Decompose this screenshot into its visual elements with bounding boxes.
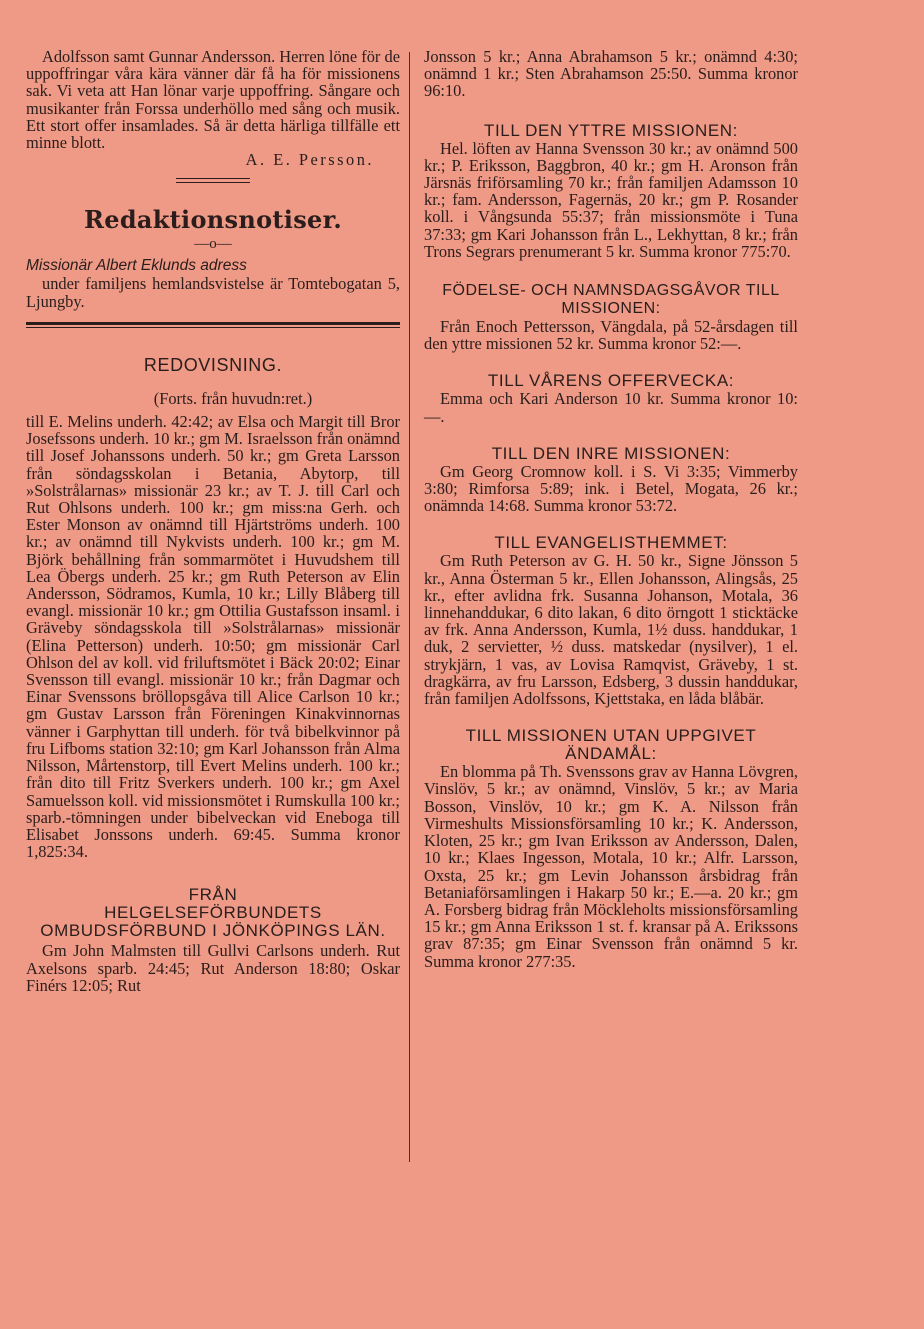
- report-title: REDOVISNING.: [143, 354, 283, 375]
- inre-text: Gm Georg Cromnow koll. i S. Vi 3:35; Vimmerby 3:80; Rimforsa 5:89; ink. i Betel, Mogata, 26 kr.; onämnda 14:68. Summa kronor 53:72.: [424, 461, 798, 516]
- varens-text: Emma och Kari Anderson 10 kr. Summa kronor 10:—.: [424, 389, 798, 426]
- cont-text: Jonsson 5 kr.; Anna Abrahamson 5 kr.; onämnd 4:30; onämnd 1 kr.; Sten Abrahamson 25:50. Summa kronor 96:10.: [424, 47, 798, 101]
- notice-heading: Missionär Albert Eklunds adress: [26, 257, 247, 275]
- yttre-heading: TILL DEN YTTRE MISSIONEN:: [484, 120, 738, 140]
- notice-text: under familjens hemlandsvistelse är Tomtebogatan 5, Ljungby.: [26, 274, 400, 311]
- fodelse-text: Från Enoch Pettersson, Vängdala, på 52-årsdagen till den yttre missionen 52 kr. Summa kronor 52:—.: [424, 317, 798, 354]
- left-column: [26, 48, 400, 994]
- report-subtitle: (Forts. från huvudn:ret.): [153, 388, 313, 408]
- right-column: [424, 48, 798, 970]
- signature: A. E. Persson.: [245, 150, 374, 170]
- inre-heading: TILL DEN INRE MISSIONEN:: [491, 443, 731, 463]
- utan-heading: TILL MISSIONEN UTAN UPPGIVET ÄNDAMÅL:: [465, 726, 757, 764]
- report-text: till E. Melins underh. 42:42; av Elsa och Margit till Bror Josefssons underh. 10 kr.; gm M. Israelsson från onämnd till Josef Johanssons underh. 50 kr.; gm Greta Larsson från söndagsskolan i Betania, Abytorp, till »Solstrålarnas» missionär 23 kr.; av T. J. till Carl och Rut Ohlsons underh. 100 kr.; gm miss:na Gerh. och Ester Monson av onämnd till Hjärtströms underh. 100 kr.; av onämnd till Nykvists underh. 100 kr.; gm M. Björk behållning från sommarmötet i Huvudshem till Lea Öbergs underh. 25 kr.; gm Ruth Peterson av Elin Andersson, Södramos, Kumla, 10 kr.; Lilly Blåberg till evangl. missionär 10 kr.; gm Ottilia Gustafsson insaml. i Gräveby söndagsskola till »Solstrålarnas» missionär (Elina Petterson) underh. 10:50; gm missionär Carl Ohlson del av koll. vid friluftsmötet i Bäck 20:02; Einar Svensson till evangl. missionär 10 kr.; från Dagmar och Einar Svenssons bröllopsgåva till Alice Carlson 10 kr.; gm Gustav Larsson från Föreningen Kinakvinnornas vänner i Garphyttan till underh. för två bibelkvinnor på fru Lifboms station 32:10; gm Karl Johansson från Alma Nilsson, Mårtenstorp, till Evert Melins underh. 100 kr.; från dito till Fritz Sverkers underh. 100 kr.; gm Axel Samuelsson koll. vid missionsmötet i Rumskulla 100 kr.; sparb.-tömningen under bibelveckan vid Eneboga till Elisabet Jonssons underh. 69:45. Summa kronor 1,825:34.: [26, 412, 400, 862]
- section-divider: [176, 178, 250, 183]
- helg-heading-2: HELGELSEFÖRBUNDETS OMBUDSFÖRBUND I JÖNKÖPINGS LÄN.: [40, 903, 386, 941]
- helg-heading-1: FRÅN: [188, 885, 238, 905]
- notices-divider: —o—: [194, 236, 232, 253]
- notices-title: Redaktionsnotiser.: [84, 205, 342, 235]
- column-divider: [409, 52, 410, 1162]
- evang-text: Gm Ruth Peterson av G. H. 50 kr., Signe Jönsson 5 kr., Anna Österman 5 kr., Ellen Johansson, Alingsås, 25 kr., efter avlidna frk. Susanna Johanson, Motala, 36 linnehanddukar, 6 dito lakan, 6 dito örngott 1 sticktäcke av frk. Anna Andersson, Kumla, 1½ duss. handdukar, 1 duk, 2 servietter, ½ duss. matskedar (nysilver), 1 el. strykjärn, 1 vas, av Lovisa Ramqvist, Gräveby, 1 st. dragkärra, av fru Larsson, Edsberg, 3 dussin handdukar, från familjen Adolfssons, Kjettstaka, en låda blåbär.: [424, 551, 798, 709]
- yttre-text: Hel. löften av Hanna Svensson 30 kr.; av onämnd 500 kr.; P. Eriksson, Baggbron, 40 kr.; gm H. Aronson från Järsnäs friförsamling 70 kr.; från familjen Adamsson 10 kr.; fam. Andersson, Fagernäs, 20 kr.; gm P. Rosander koll. i Vångsunda 55:37; från missionsmöte i Tuna 37:33; gm Kari Johansson från L., Lekhyttan, 8 kr.; från Trons Segrars prenumerant 5 kr. Summa kronor 775:70.: [424, 138, 798, 261]
- helg-text: Gm John Malmsten till Gullvi Carlsons underh. Rut Axelsons sparb. 24:45; Rut Anderson 18:80; Oskar Finérs 12:05; Rut: [26, 941, 400, 995]
- thick-divider: [26, 322, 400, 328]
- intro-paragraph: Adolfsson samt Gunnar Andersson. Herren löne för de uppoffringar våra kära vänner där få ha för missionens sak. Vi veta att Han lönar varje uppoffring. Sångare och musikanter från Forssa underhöllo med sång och musik. Ett stort offer insamlades. Så är detta härliga tillfälle ett minne blott.: [26, 47, 400, 153]
- fodelse-heading: FÖDELSE- OCH NAMNSDAGSGÅVOR TILL MISSIONEN:: [442, 282, 780, 318]
- evang-heading: TILL EVANGELISTHEMMET:: [494, 533, 728, 553]
- utan-text: En blomma på Th. Svenssons grav av Hanna Lövgren, Vinslöv, 5 kr.; av onämnd, Vinslöv, 5 kr.; av Maria Bosson, Vinslöv, 10 kr.; gm K. A. Nilsson från Virmeshults Missionsförsamling 10 kr.; K. Andersson, Kloten, 25 kr.; gm Ivan Eriksson av Andersson, Dalen, 10 kr.; Klaes Ingesson, Motala, 10 kr.; Alfr. Larsson, Oxsta, 25 kr.; gm Levin Johansson årsbidrag från Betaniaförsamlingen i Hakarp 50 kr.; E.—a. 20 kr.; gm A. Forsberg bidrag från Möckleholts missionsförsamling 15 kr.; gm Anna Eriksson 1 st. f. kransar på A. Erikssons grav 87:35; gm Einar Svensson från onämnd 5 kr. Summa kronor 277:35.: [424, 762, 798, 971]
- varens-heading: TILL VÅRENS OFFERVECKA:: [487, 371, 735, 391]
